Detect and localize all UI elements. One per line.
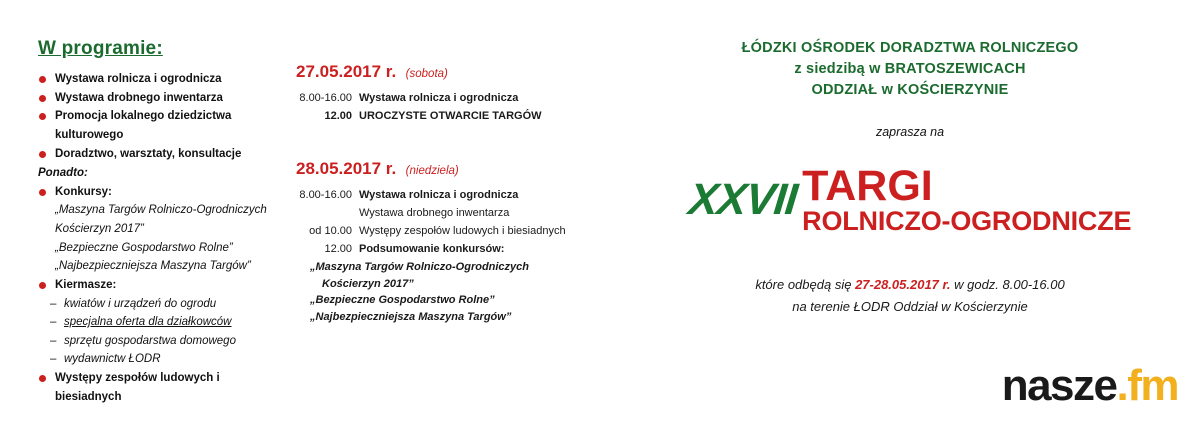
list-item: Wystawa drobnego inwentarza [38,89,288,108]
list-item: Promocja lokalnego dziedzictwa kulturowego [38,107,288,144]
list-item: Wystawa rolnicza i ogrodnicza [38,70,288,89]
schedule-date: 28.05.2017 r. [296,159,397,179]
organizer-seat: z siedzibą w BRATOSZEWICACH [794,61,1026,78]
schedule-desc: Podsumowanie konkursów: [359,243,505,256]
schedule-row [296,241,596,258]
schedule-desc: Wystawa rolnicza i ogrodnicza [359,92,519,104]
organizer-branch: ODDZIAŁ w KOŚCIERZYNIE [811,82,1009,99]
schedule-desc: Występy zespołów ludowych i biesiadnych [359,225,566,238]
schedule-day-1 [296,62,596,125]
schedule-weekday: (sobota) [405,68,448,80]
list-item: „Maszyna Targów Rolniczo-Ogrodniczych [310,261,530,274]
watermark-logo [1002,361,1178,411]
organizer-name: ŁÓDZKI OŚRODEK DORADZTWA ROLNICZEGO [741,40,1079,56]
list-item: Kościerzyn 2017” [55,223,144,235]
list-item: Doradztwo, warsztaty, konsultacje [38,145,288,164]
schedule-row [296,223,596,240]
schedule-time: 12.00 [324,110,352,123]
list-item: „Bezpieczne Gospodarstwo Rolne” [310,294,495,307]
schedule-time: od 10.00 [309,225,352,238]
list-item: „Maszyna Targów Rolniczo-Ogrodniczych [55,204,267,217]
when-place: na terenie ŁODR Oddział w Kościerzynie [792,299,1028,315]
list-item-ponadto: Ponadto: [38,167,88,180]
event-when [640,274,1180,320]
logo-edition-number: XXVII [686,175,799,225]
program-section [38,38,288,406]
when-date: 27-28.05.2017 r. [855,276,951,292]
list-item: Kościerzyn 2017” [322,277,414,290]
schedule-row [296,187,596,204]
schedule-weekday: (niedziela) [405,165,459,178]
list-item: Konkursy: [38,183,288,202]
schedule-time: 8.00-16.00 [299,92,352,104]
list-item: – kwiatów i urządzeń do ogrodu [38,295,288,314]
organizer-section [640,38,1180,319]
list-item: – sprzętu gospodarstwa domowego [38,332,288,351]
schedule-desc: Wystawa rolnicza i ogrodnicza [359,189,519,202]
list-item: „Bezpieczne Gospodarstwo Rolne” [55,241,233,254]
schedule-time: 12.00 [324,243,352,256]
schedule-day-2-heading [296,159,596,179]
schedule-time: 8.00-16.00 [299,189,352,202]
invite-text: zaprasza na [875,125,945,140]
schedule-date: 27.05.2017 r. [296,62,397,81]
schedule-desc: Wystawa drobnego inwentarza [359,207,510,220]
watermark-tld: fm [1127,361,1178,410]
list-item: „Najbezpieczniejsza Maszyna Targów” [55,260,251,273]
list-item: „Najbezpieczniejsza Maszyna Targów” [310,310,512,323]
schedule-day-2 [296,159,596,325]
list-item: Występy zespołów ludowych i biesiadnych [38,369,288,406]
schedule-row [296,205,596,222]
program-list [38,70,288,406]
program-title: W programie: [38,38,163,59]
logo-word-targi: TARGI [802,162,933,211]
schedule-desc: UROCZYSTE OTWARCIE TARGÓW [359,110,542,123]
schedule-contest-list [296,259,596,325]
when-prefix: które odbędą się [755,276,852,292]
watermark-name: nasze [1001,361,1117,410]
when-hours: w godz. 8.00-16.00 [954,276,1065,292]
watermark-dot: . [1116,361,1128,410]
list-item: – wydawnictw ŁODR [38,350,288,369]
schedule-time [296,205,359,222]
logo-word-rolniczo-ogrodnicze: ROLNICZO-OGRODNICZE [802,206,1132,237]
list-item: Kiermasze: [38,276,288,295]
schedule-row [296,108,596,125]
list-item-highlight: – specjalna oferta dla działkowców [38,313,288,332]
schedule-day-1-heading [296,62,596,82]
schedule-row [296,90,596,107]
schedule-section [296,62,596,331]
logo-wordmark [802,162,1132,237]
event-logo [640,162,1180,237]
